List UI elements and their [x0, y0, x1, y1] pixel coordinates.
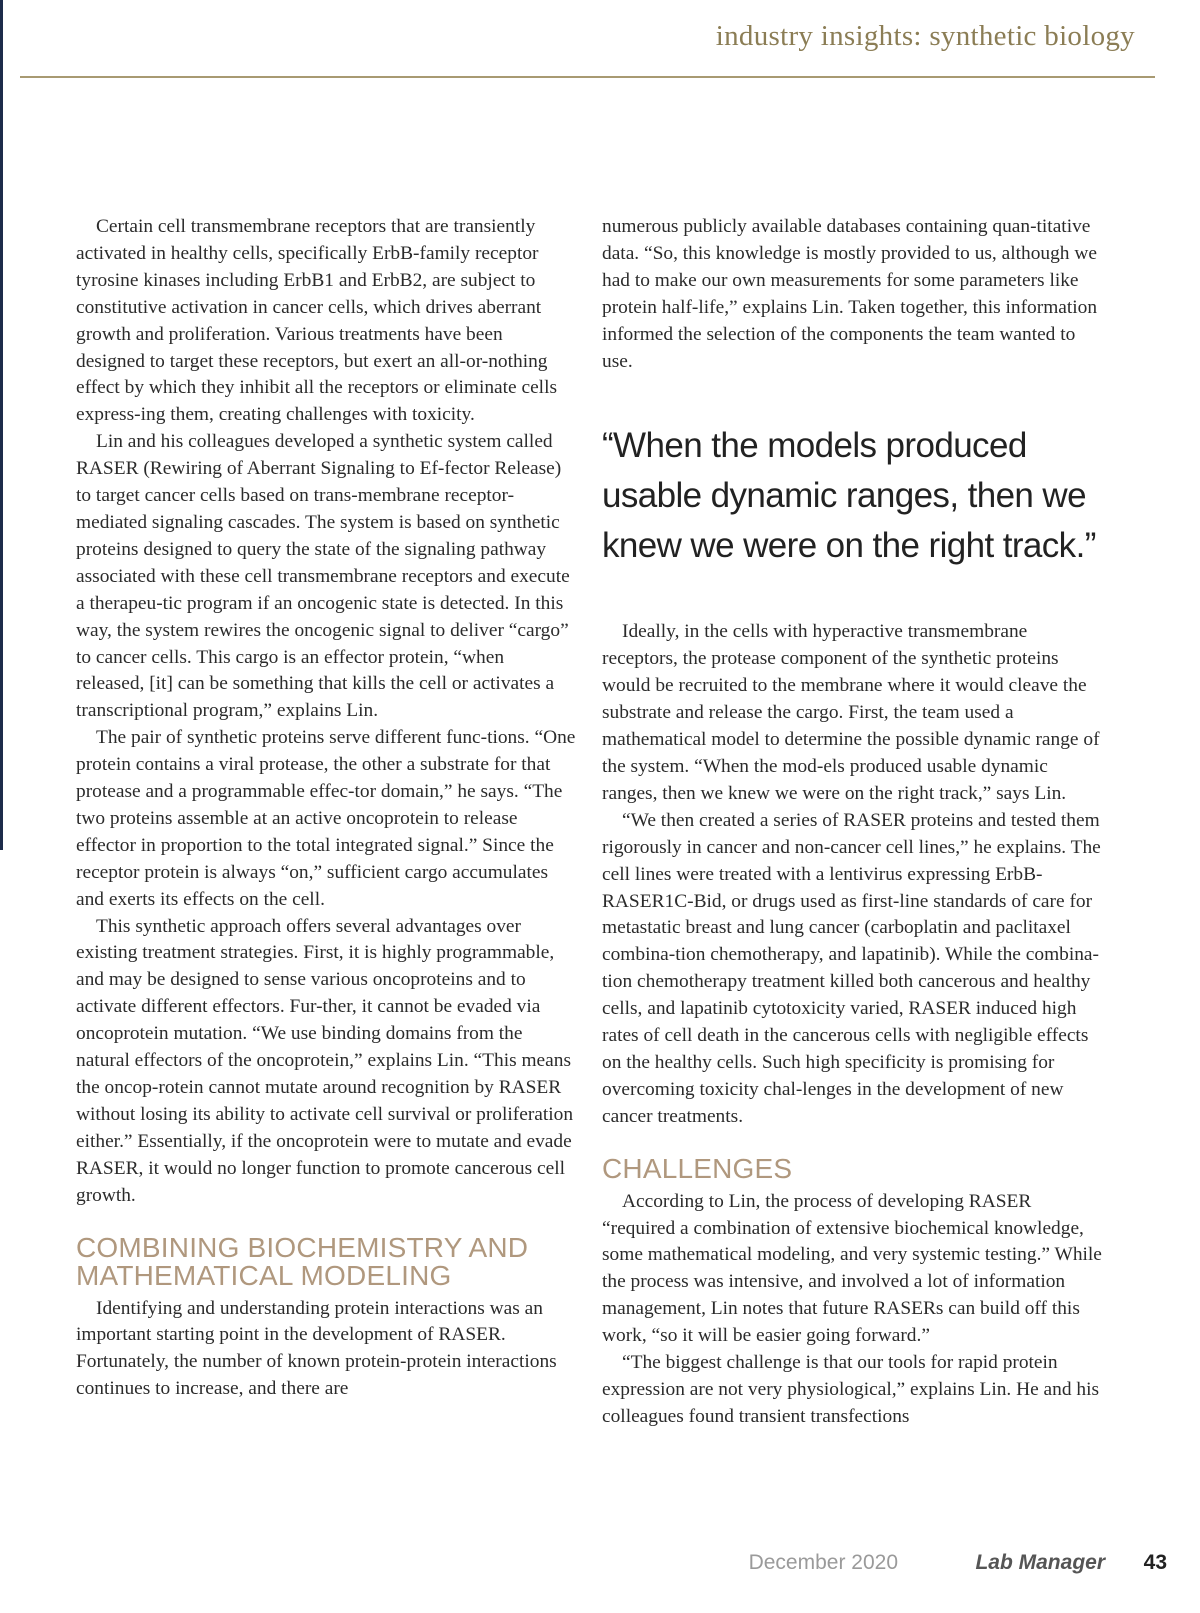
body-paragraph: Ideally, in the cells with hyperactive transmembrane receptors, the protease component of the synthetic proteins would be recruited to the membrane where it would cleave the substrate and release the cargo. First, the team used a mathematical model to determine the possible dynamic range of the system. “When the mod-els produced usable dynamic ranges, then we knew we were on the right track,” says Lin. — [602, 621, 1100, 804]
section-heading: COMBINING BIOCHEMISTRY AND MATHEMATICAL MODELING — [76, 1231, 529, 1291]
body-paragraph: “We then created a series of RASER proteins and tested them rigorously in cancer and non-cancer cell lines,” he explains. The cell lines were treated with a lentivirus expressing ErbB-RASER1C-Bid, or drugs used as first-line standards of care for metastatic breast and lung cancer (carboplatin and paclitaxel combina-tion chemotherapy, and lapatinib). While the combina-tion chemotherapy treatment killed both cancerous and healthy cells, and lapatinib cytotoxicity varied, RASER induced high rates of cell death in the cancerous cells with negligible effects on the healthy cells. Such high specificity is promising for overcoming toxicity chal-lenges in the development of new cancer treatments. — [602, 809, 1101, 1127]
running-header — [20, 18, 1155, 78]
body-paragraph: Certain cell transmembrane receptors that are transiently activated in healthy cells, specifically ErbB-family receptor tyrosine kinases including ErbB1 and ErbB2, are subject to constitutive activation in cancer cells, which drives aberrant growth and proliferation. Various treatments have been designed to target these receptors, but exert an all-or-nothing effect by which they inhibit all the receptors or eliminate cells express-ing them, creating challenges with toxicity. — [76, 216, 558, 426]
page-footer — [0, 1551, 1200, 1581]
magazine-name: Lab Manager — [975, 1551, 1105, 1574]
right-column — [602, 214, 1102, 1431]
issue-date: December 2020 — [748, 1551, 898, 1574]
section-heading: CHALLENGES — [602, 1152, 793, 1184]
body-paragraph: Lin and his colleagues developed a synthetic system called RASER (Rewiring of Aberrant Signaling to Ef-fector Release) to target cancer cells based on trans-membrane receptor-mediated signaling cascades. The system is based on synthetic proteins designed to query the state of the signaling pathway associated with these cell transmembrane receptors and execute a therapeu-tic program if an oncogenic state is detected. In this way, the system rewires the oncogenic signal to deliver “cargo” to cancer cells. This cargo is an effector protein, “when released, [it] can be something that kills the cell or activates a transcriptional program,” explains Lin. — [76, 431, 570, 722]
pull-quote: “When the models produced usable dynamic ranges, then we knew we were on the right track.” — [602, 426, 1096, 566]
left-column — [76, 214, 576, 1403]
body-paragraph: “The biggest challenge is that our tools for rapid protein expression are not very physiological,” explains Lin. He and his colleagues found transient transfections — [602, 1352, 1100, 1427]
body-paragraph: numerous publicly available databases containing quan-titative data. “So, this knowledge is mostly provided to us, although we had to make our own measurements for some parameters like protein half-life,” explains Lin. Taken together, this information informed the selection of the components the team wanted to use. — [602, 216, 1098, 372]
body-paragraph: The pair of synthetic proteins serve different func-tions. “One protein contains a viral protease, the other a substrate for that protease and a programmable effec-tor domain,” he says. “The two proteins assemble at an active oncoprotein to release effector in proportion to the total integrated signal.” Since the receptor protein is always “on,” sufficient cargo accumulates and exerts its effects on the cell. — [76, 727, 576, 910]
page-number: 43 — [1143, 1551, 1167, 1574]
body-paragraph: According to Lin, the process of developing RASER “required a combination of extensive biochemical knowledge, some mathematical modeling, and very systemic testing.” While the process was intensive, and involved a lot of information management, Lin notes that future RASERs can build off this work, “so it will be easier going forward.” — [602, 1190, 1102, 1347]
section-title: industry insights: synthetic biology — [715, 20, 1135, 52]
page-edge-bar — [0, 0, 3, 850]
body-paragraph: This synthetic approach offers several advantages over existing treatment strategies. First, it is highly programmable, and may be designed to sense various oncoproteins and to activate different effectors. Fur-ther, it cannot be evaded via oncoprotein mutation. “We use binding domains from the natural effectors of the oncoprotein,” explains Lin. “This means the oncop-rotein cannot mutate around recognition by RASER without losing its ability to activate cell survival or proliferation either.” Essentially, if the oncoprotein were to mutate and evade RASER, it would no longer function to promote cancerous cell growth. — [76, 915, 574, 1206]
body-paragraph: Identifying and understanding protein interactions was an important starting point in the development of RASER. Fortunately, the number of known protein-protein interactions continues to increase, and there are — [76, 1297, 557, 1400]
